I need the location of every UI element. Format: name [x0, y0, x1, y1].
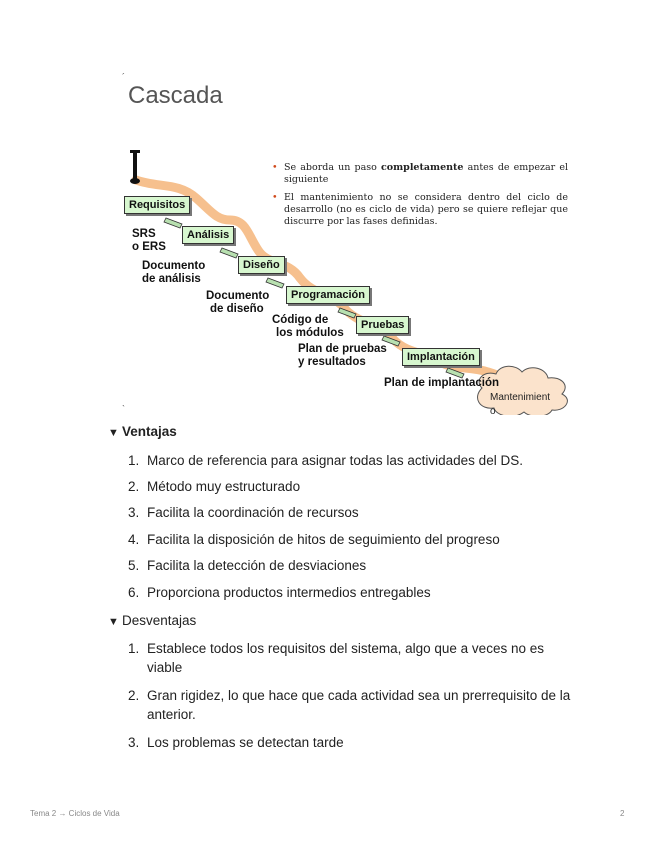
triangle-down-icon: ▼ [108, 616, 119, 628]
note-item: • Se aborda un paso completamente antes de empezar el siguiente [272, 162, 568, 185]
list-item: 5. Facilita la detección de desviaciones [128, 558, 367, 573]
stage-pruebas: Pruebas [356, 316, 409, 334]
slide-notes [270, 162, 568, 234]
corner-mark: ` [122, 404, 125, 414]
ventajas-list [128, 451, 580, 602]
arrow-icon [164, 218, 182, 228]
waterfall-figure [118, 70, 580, 415]
maintenance-label-2: o [490, 406, 496, 417]
list-item: 1. Establece todos los requisitos del sistema, algo que a veces no es viable [128, 641, 544, 675]
triangle-down-icon: ▼ [108, 427, 119, 439]
desventajas-heading: Desventajas [122, 613, 197, 628]
list-item: 2. Gran rigidez, lo que hace que cada actividad sea un prerrequisito de la anterior. [128, 688, 571, 722]
bullet-icon: • [272, 192, 278, 203]
list-item: 2. Método muy estructurado [128, 479, 301, 494]
desventajas-list [128, 639, 580, 752]
list-item: 4. Facilita la disposición de hitos de seguimiento del progreso [128, 532, 500, 547]
arrow-icon [220, 248, 238, 258]
deliverable-analisis: Documento de análisis [142, 260, 206, 285]
slide-title: Cascada [128, 82, 223, 109]
note-item: • El mantenimiento no se considera dentro del ciclo de desarrollo (no es ciclo de vida) pero se quiere reflejar que discurre por las fases definidas. [272, 192, 568, 227]
list-item: 6. Proporciona productos intermedios entregables [128, 585, 431, 600]
stage-requisitos: Requisitos [124, 196, 190, 214]
person-icon [130, 150, 140, 184]
arrow-icon [266, 278, 284, 288]
list-item: 3. Los problemas se detectan tarde [128, 735, 344, 750]
list-item: 3. Facilita la coordinación de recursos [128, 505, 359, 520]
ventajas-toggle[interactable] [108, 424, 177, 439]
stage-diseno: Diseño [238, 256, 285, 274]
footer-breadcrumb: Tema 2 → Ciclos de Vida [30, 809, 120, 818]
stage-implantacion: Implantación [402, 348, 480, 366]
bullet-icon: • [272, 162, 278, 173]
desventajas-toggle[interactable] [108, 613, 196, 628]
deliverable-implantacion: Plan de implantación [384, 377, 500, 389]
stage-analisis: Análisis [182, 226, 234, 244]
deliverable-pruebas: Plan de pruebas y resultados [298, 343, 387, 368]
maintenance-label: Mantenimient [490, 392, 551, 403]
stage-programacion: Programación [286, 286, 370, 304]
ventajas-heading: Ventajas [122, 424, 177, 439]
corner-mark: ´ [122, 72, 125, 82]
deliverable-srs: SRS o ERS [132, 228, 166, 253]
deliverable-codigo: Código de los módulos [272, 314, 344, 339]
deliverable-diseno: Documento de diseño [206, 290, 270, 315]
page-number: 2 [620, 809, 625, 818]
list-item: 1. Marco de referencia para asignar todas las actividades del DS. [128, 453, 523, 468]
